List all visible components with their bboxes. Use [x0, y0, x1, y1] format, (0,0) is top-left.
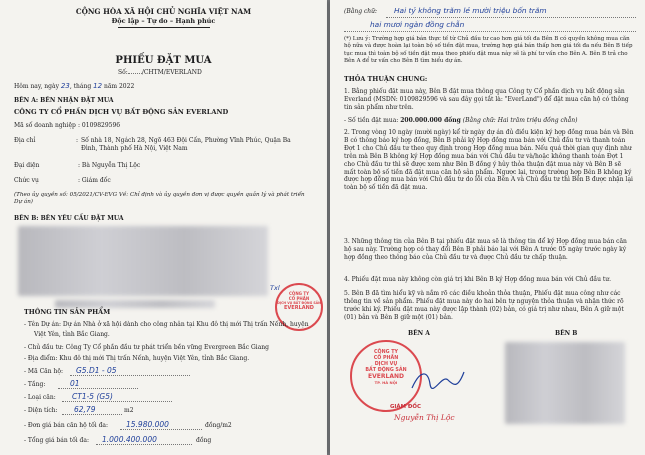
property-heading: THÔNG TIN SẢN PHẨM — [24, 308, 111, 316]
project-line-1: - Tên Dự án: Dự án Nhà ở xã hội dành cho công nhân tại Khu đô thị mới Thị trấn Nếnh, huyện — [24, 321, 309, 328]
tax-label: Mã số doanh nghiệp — [14, 122, 76, 129]
in-words-label: (Bằng chữ: — [344, 8, 378, 15]
type-dots — [62, 401, 172, 402]
deposit-words: (Bằng chữ: Hai trăm triệu đồng chẵn) — [462, 117, 578, 124]
in-words-dots-1 — [386, 17, 636, 18]
doc-number-blank — [128, 73, 142, 74]
floor-value: 01 — [70, 379, 80, 388]
unit-price-unit: đồng/m2 — [205, 422, 232, 429]
director-name: Nguyễn Thị Lộc — [394, 413, 455, 422]
seal-r-line-3: DỊCH VỤ — [374, 362, 398, 367]
redacted-party-b-signature — [505, 342, 625, 424]
type-label: - Loại căn: — [24, 394, 56, 401]
doc-number-suffix: /CHTM/EVERLAND — [141, 69, 202, 76]
date-day: 23 — [60, 82, 70, 90]
position-value: : Giám đốc — [78, 177, 111, 184]
date-year: năm 2022 — [103, 83, 135, 90]
date-line — [14, 83, 134, 91]
redacted-party-b-info — [18, 226, 268, 296]
unit-price-dots — [120, 429, 202, 430]
sign-b-label: BÊN B — [555, 330, 578, 337]
clause-4: 4. Phiếu đặt mua này không còn giá trị khi Bên B ký Hợp đồng mua bán với Chủ đầu tư. — [344, 276, 612, 283]
company-name: CÔNG TY CỔ PHẦN DỊCH VỤ BẤT ĐỘNG SẢN EVERLAND — [14, 108, 229, 116]
seal-r-line-2: CỔ PHẦN — [373, 356, 399, 361]
agreement-heading: THỎA THUẬN CHUNG: — [344, 75, 428, 83]
redacted-party-b-extra — [55, 300, 215, 308]
seal-line-4: EVERLAND — [284, 305, 314, 311]
seal-r-line-4: BẤT ĐỘNG SẢN — [365, 368, 407, 373]
total-price-dots — [96, 444, 192, 445]
position-label: Chức vụ — [14, 177, 39, 184]
price-note: (*) Lưu ý: Trường hợp giá bán thực tế từ Chủ đầu tư cao hơn giá tối đa Bên B có quyền không mua căn hộ nữa và được hoàn lại toàn bộ số tiền đặt mua, trường hợp giá bán thấp hơn giá tối đa nếu Bên B tiếp tục mua thì toàn bộ số tiền đặt mua theo phiếu đặt mua này sẽ là phí tư vấn cho Bên A. Bên B trả cho Bên A để tư vấn cho Bên B tìm hiểu dự án. — [344, 36, 633, 64]
sign-a-label: BÊN A — [408, 330, 430, 337]
clause-1: 1. Bằng phiếu đặt mua này, Bên B đặt mua thông qua Công ty Cổ phần dịch vụ bất động sản Everland (MSDN: 0109829596 và sau đây gọi tắt là: "EverLand") để đặt mua căn hộ có thông tin sản phẩm như trên. — [344, 88, 629, 111]
party-b-heading: BÊN B: BÊN YÊU CẦU ĐẶT MUA — [14, 215, 124, 222]
authorization-note: (Theo ủy quyền số: 05/2021/CV-EVG Về: Chỉ định và ủy quyền đơn vị được quyền quản lý và phát triển Dự án) — [14, 192, 305, 205]
investor-line: - Chủ đầu tư: Công Ty Cổ phần đầu tư phát triển bền vững Evergreen Bắc Giang — [24, 344, 270, 351]
doc-number — [118, 69, 202, 77]
header-rule — [118, 27, 210, 28]
unit-price-value: 15.980.000 — [126, 420, 169, 429]
date-prefix: Hôm nay, ngày — [14, 83, 59, 90]
area-unit: m2 — [124, 407, 134, 414]
unit-code-dots — [70, 375, 190, 376]
rep-value: : Bà Nguyễn Thị Lộc — [78, 162, 141, 169]
unit-code-label: - Mã Căn hộ: — [24, 368, 63, 375]
area-dots — [62, 414, 122, 415]
type-value: CT1-5 (G5) — [72, 392, 113, 401]
seal-line-3: DỊCH VỤ BẤT ĐỘNG SẢN — [277, 301, 321, 305]
deposit-value: 200.000.000 đồng — [400, 117, 461, 124]
clause-5: 5. Bên B đã tìm hiểu kỹ và nắm rõ các điều khoản thỏa thuận, Phiếu đặt mua công như các thông tin về sản phẩm. Phiếu đặt mua này do hai bên tự nguyện thỏa thuận và nhận thức rõ trước khi ký. Phiếu đặt mua này được lập thành (02) bản, có giá trị như nhau, Bên A giữ một (01) bản và Bên B giữ một (01) bản. — [344, 290, 624, 321]
total-price-unit: đồng — [196, 437, 212, 444]
in-words-handwritten-1: Hai tỷ không trăm lẻ mười triệu bốn trăm — [394, 6, 547, 15]
page-2 — [330, 0, 645, 455]
header-country: CỘNG HÒA XÃ HỘI CHỦ NGHĨA VIỆT NAM — [75, 7, 252, 16]
rep-label: Đại diện — [14, 162, 40, 169]
header-motto: Độc lập – Tự do – Hạnh phúc — [111, 17, 216, 25]
signature-icon — [408, 366, 468, 396]
location-line: - Địa điểm: Khu đô thị mới Thị trấn Nếnh, huyện Việt Yên, tỉnh Bắc Giang. — [24, 355, 250, 362]
deposit-line — [344, 117, 577, 125]
seal-r-line-5: EVERLAND — [368, 373, 404, 380]
tax-value: : 0109829596 — [78, 122, 121, 129]
address-value: Số nhà 18, Ngách 28, Ngõ 463 Đội Cấn, Phường Vĩnh Phúc, Quận Ba Đình, Thành phố Hà Nội, Việt Nam — [81, 137, 291, 152]
seal-r-line-6: TP. HÀ NỘI — [374, 380, 398, 385]
handwritten-mark: Txl — [270, 284, 280, 292]
unit-code-value: G5.D1 - 05 — [76, 366, 117, 375]
clause-2: 2. Trong vòng 10 ngày (mười ngày) kể từ ngày dự án đủ điều kiện ký hợp đồng mua bán và Bên B có thông báo ký hợp đồng, Bên B phải ký Hợp đồng mua bán với Chủ đầu tư và thanh toán Đợt 1 cho Chủ đầu tư theo quy định trong Hợp đồng mua bán. Nếu quá thời gian quy định như trên mà Bên B không ký Hợp đồng mua bán với Chủ đầu tư và/hoặc không thanh toán Đợt 1 cho Chủ đầu tư thì sẽ được xem như Bên B đồng ý hủy thỏa thuận đặt mua này và Bên B sẽ mất toàn bộ số tiền đã đặt mua căn hộ sản phẩm. Ngược lại, trong trường hợp Bên B không ký được hợp đồng mua bán với Chủ đầu tư do lỗi của Bên A và Chủ đầu tư thì Bên B được nhận lại toàn bộ số tiền đã đặt mua. — [344, 129, 634, 192]
doc-number-prefix: Số: — [118, 69, 128, 76]
seal-r-line-1: CÔNG TY — [374, 350, 398, 355]
total-price-label: - Tổng giá bán tối đa: — [24, 437, 90, 444]
deposit-label: - Số tiền đặt mua: — [344, 117, 399, 124]
area-label: - Diện tích: — [24, 407, 58, 414]
clause-3: 3. Những thông tin của Bên B tại phiếu đặt mua sẽ là thông tin để ký Hợp đồng mua bán căn hộ sau này. Trường hợp có thay đổi Bên B phải báo lại với Bên A trước 05 ngày trước ngày ký hợp đồng theo thông báo của Chủ đầu tư và được Chủ đầu tư chấp thuận. — [344, 238, 627, 261]
floor-dots — [58, 388, 138, 389]
in-words-dots-2 — [344, 31, 636, 32]
seal-line-1: CÔNG TY — [289, 291, 309, 296]
total-price-value: 1.000.400.000 — [102, 435, 157, 444]
address-label: Địa chỉ — [14, 137, 36, 144]
address-colon: : — [76, 137, 79, 144]
date-month-label: , tháng — [69, 83, 92, 90]
unit-price-label: - Đơn giá bán căn hộ tối đa: — [24, 422, 109, 429]
director-title: GIÁM ĐỐC — [390, 404, 421, 410]
date-month: 12 — [93, 82, 103, 90]
project-line-2: Việt Yên, tỉnh Bắc Giang. — [34, 331, 110, 338]
floor-label: - Tầng: — [24, 381, 46, 388]
area-value: 62,79 — [74, 405, 96, 414]
party-a-heading: BÊN A: BÊN NHẬN ĐẶT MUA — [14, 97, 114, 104]
in-words-handwritten-2: hai mươi ngàn đồng chẵn — [370, 20, 465, 29]
doc-title: PHIẾU ĐẶT MUA — [115, 55, 212, 66]
seal-line-2: CỔ PHẦN — [288, 296, 310, 301]
